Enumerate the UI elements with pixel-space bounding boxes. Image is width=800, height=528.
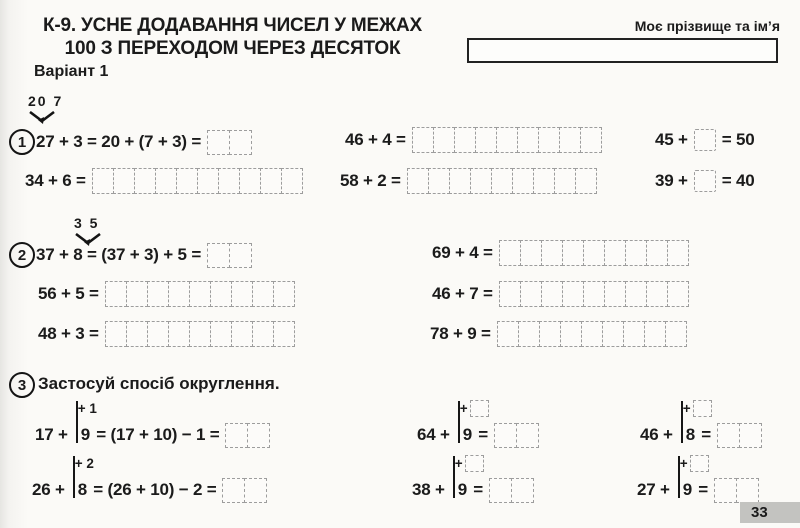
answer-strip — [499, 240, 689, 266]
answer-cell[interactable] — [497, 321, 519, 347]
answer-cell[interactable] — [126, 281, 148, 307]
rounded-addend: + 1 9 — [77, 401, 97, 444]
answer-strip — [407, 168, 597, 194]
rounded-addend: + 9 — [453, 480, 467, 500]
equation-text: = (26 + 10) − 2 = — [93, 480, 217, 499]
decomposition-text: 20 7 — [28, 93, 64, 109]
rounding-annotation — [455, 456, 484, 472]
answer-cell[interactable] — [602, 321, 624, 347]
answer-cell[interactable] — [454, 127, 476, 153]
equation-39-plus-blank — [655, 168, 755, 194]
answer-cell[interactable] — [207, 243, 230, 268]
rounding-amount-box[interactable] — [470, 400, 489, 417]
page-number: 33 — [751, 504, 768, 521]
equation-text: = — [473, 480, 483, 499]
answer-cell[interactable] — [496, 127, 518, 153]
answer-cell[interactable] — [541, 240, 563, 266]
answer-cell[interactable] — [494, 423, 517, 448]
answer-cell[interactable] — [176, 168, 198, 194]
answer-box[interactable] — [694, 129, 716, 151]
equation-text: 37 + 8 = (37 + 3) + 5 = — [36, 245, 202, 264]
equation-69-plus-4 — [432, 240, 689, 266]
answer-cell[interactable] — [147, 281, 169, 307]
answer-cells — [489, 478, 534, 503]
rounded-addend: + 9 — [458, 425, 472, 445]
equation-46-plus-7 — [432, 281, 689, 307]
answer-cell[interactable] — [539, 321, 561, 347]
answer-cell[interactable] — [625, 281, 647, 307]
equation-text: = 40 — [721, 171, 755, 190]
equation-17-plus-9 — [35, 401, 270, 448]
answer-cell[interactable] — [604, 240, 626, 266]
answer-cells — [222, 478, 267, 503]
answer-cell[interactable] — [516, 423, 539, 448]
equation-27-plus-9 — [637, 456, 759, 503]
answer-cell[interactable] — [554, 168, 576, 194]
answer-cell[interactable] — [113, 168, 135, 194]
equation-text: 64 + — [417, 425, 450, 444]
variant-label: Варіант 1 — [34, 63, 109, 80]
equation-64-plus-9 — [417, 401, 539, 448]
answer-cell[interactable] — [580, 127, 602, 153]
answer-cell[interactable] — [541, 281, 563, 307]
worksheet-title-line1: К-9. УСНЕ ДОДАВАННЯ ЧИСЕЛ У МЕЖАХ — [42, 15, 423, 36]
answer-cell[interactable] — [189, 321, 211, 347]
equation-46-plus-8 — [640, 401, 762, 448]
worksheet-title — [30, 14, 435, 60]
answer-cell[interactable] — [134, 168, 156, 194]
answer-cell[interactable] — [273, 281, 295, 307]
answer-cell[interactable] — [560, 321, 582, 347]
answer-cell[interactable] — [218, 168, 240, 194]
answer-cell[interactable] — [207, 130, 230, 155]
answer-cell[interactable] — [518, 321, 540, 347]
equation-text: = — [478, 425, 488, 444]
equation-text: 27 + — [637, 480, 670, 499]
answer-cell[interactable] — [717, 423, 740, 448]
equation-text: = — [698, 480, 708, 499]
answer-cell[interactable] — [105, 281, 127, 307]
answer-cell[interactable] — [499, 281, 521, 307]
answer-cell[interactable] — [260, 168, 282, 194]
equation-text: 46 + — [640, 425, 673, 444]
rounded-addend: + 2 8 — [74, 456, 94, 499]
answer-cell[interactable] — [475, 127, 497, 153]
rounding-annotation-label: + — [682, 401, 691, 416]
answer-strip — [105, 321, 295, 347]
answer-cell[interactable] — [583, 281, 605, 307]
equation-text: 45 + — [655, 130, 688, 149]
answer-cell[interactable] — [512, 168, 534, 194]
answer-strip — [412, 127, 602, 153]
answer-strip — [499, 281, 689, 307]
answer-cell[interactable] — [147, 321, 169, 347]
rounded-addend: + 8 — [681, 425, 695, 445]
answer-cell[interactable] — [646, 281, 668, 307]
equation-text: 48 + 3 = — [38, 324, 99, 343]
equation-text: 78 + 9 = — [430, 324, 491, 343]
answer-cells — [207, 130, 252, 155]
rounding-annotation-label: + — [679, 456, 688, 471]
answer-cell[interactable] — [575, 168, 597, 194]
answer-cell[interactable] — [189, 281, 211, 307]
equation-26-plus-8 — [32, 456, 267, 503]
answer-cell[interactable] — [252, 321, 274, 347]
rounding-annotation — [78, 401, 97, 416]
equation-text: = 50 — [721, 130, 755, 149]
equation-46-plus-4 — [345, 127, 602, 153]
answer-cell[interactable] — [273, 321, 295, 347]
equation-text: 38 + — [412, 480, 445, 499]
answer-cell[interactable] — [433, 127, 455, 153]
answer-cell[interactable] — [281, 168, 303, 194]
answer-cell[interactable] — [667, 281, 689, 307]
equation-78-plus-9 — [430, 321, 687, 347]
answer-cell[interactable] — [714, 478, 737, 503]
name-label: Моє прізвище та ім’я — [634, 18, 780, 34]
rounding-annotation-label: + 2 — [74, 456, 94, 471]
answer-strip — [92, 168, 303, 194]
equation-text: = — [701, 425, 711, 444]
answer-cell[interactable] — [470, 168, 492, 194]
equation-48-plus-3 — [38, 321, 295, 347]
equation-27-plus-3 — [36, 129, 252, 155]
answer-cells — [717, 423, 762, 448]
rounding-amount-box[interactable] — [465, 455, 484, 472]
answer-cell[interactable] — [562, 281, 584, 307]
answer-cell[interactable] — [623, 321, 645, 347]
answer-cell[interactable] — [222, 478, 245, 503]
answer-cells — [207, 243, 252, 268]
rounded-addend: + 9 — [678, 480, 692, 500]
answer-cell[interactable] — [736, 478, 759, 503]
answer-cells — [714, 478, 759, 503]
equation-text: = (17 + 10) − 1 = — [96, 425, 220, 444]
decomposition-annotation-1 — [28, 93, 63, 124]
answer-cell[interactable] — [210, 281, 232, 307]
answer-cell[interactable] — [210, 321, 232, 347]
answer-cells — [225, 423, 270, 448]
equation-34-plus-6 — [25, 168, 303, 194]
equation-text: 46 + 7 = — [432, 284, 493, 303]
rounding-amount-box[interactable] — [693, 400, 712, 417]
equation-37-plus-8 — [36, 242, 252, 268]
name-input-box[interactable] — [467, 38, 778, 63]
rounding-annotation — [460, 401, 489, 417]
answer-cell[interactable] — [520, 240, 542, 266]
answer-cell[interactable] — [517, 127, 539, 153]
answer-cell[interactable] — [168, 281, 190, 307]
equation-text: 17 + — [35, 425, 68, 444]
answer-strip — [105, 281, 295, 307]
rounding-annotation-label: + — [459, 401, 468, 416]
answer-cell[interactable] — [533, 168, 555, 194]
answer-cell[interactable] — [520, 281, 542, 307]
equation-text: 58 + 2 = — [340, 171, 401, 190]
answer-cell[interactable] — [197, 168, 219, 194]
rounding-annotation — [75, 456, 94, 471]
answer-cell[interactable] — [126, 321, 148, 347]
rounding-annotation — [680, 456, 709, 472]
answer-cell[interactable] — [559, 127, 581, 153]
worksheet-title-line2: 100 З ПЕРЕХОДОМ ЧЕРЕЗ ДЕСЯТОК — [64, 38, 401, 59]
answer-cell[interactable] — [604, 281, 626, 307]
answer-cell[interactable] — [489, 478, 512, 503]
equation-45-plus-blank — [655, 127, 755, 153]
answer-cell[interactable] — [491, 168, 513, 194]
answer-cell[interactable] — [562, 240, 584, 266]
section-number-1: 1 — [9, 129, 35, 155]
section-number-2: 2 — [9, 242, 35, 268]
answer-cell[interactable] — [229, 130, 252, 155]
equation-38-plus-9 — [412, 456, 534, 503]
answer-cell[interactable] — [231, 321, 253, 347]
answer-cell[interactable] — [499, 240, 521, 266]
equation-text: 39 + — [655, 171, 688, 190]
answer-cell[interactable] — [225, 423, 248, 448]
answer-cell[interactable] — [239, 168, 261, 194]
answer-cells — [494, 423, 539, 448]
equation-58-plus-2 — [340, 168, 597, 194]
answer-cell[interactable] — [665, 321, 687, 347]
answer-cell[interactable] — [412, 127, 434, 153]
footer-page-bar — [740, 502, 800, 523]
equation-56-plus-5 — [38, 281, 295, 307]
decomposition-text: 3 5 — [74, 215, 100, 231]
answer-box[interactable] — [694, 170, 716, 192]
answer-cell[interactable] — [229, 243, 252, 268]
equation-text: 56 + 5 = — [38, 284, 99, 303]
equation-text: 34 + 6 = — [25, 171, 86, 190]
answer-cell[interactable] — [247, 423, 270, 448]
answer-cell[interactable] — [644, 321, 666, 347]
answer-cell[interactable] — [407, 168, 429, 194]
answer-cell[interactable] — [581, 321, 603, 347]
split-arrow-icon — [28, 111, 56, 124]
equation-text: 46 + 4 = — [345, 130, 406, 149]
section-number-3: 3 — [9, 372, 35, 398]
answer-strip — [497, 321, 687, 347]
section-3-prompt: Застосуй спосіб округлення. — [38, 374, 280, 393]
answer-cell[interactable] — [511, 478, 534, 503]
rounding-annotation-label: + — [454, 456, 463, 471]
rounding-annotation-label: + 1 — [77, 401, 97, 416]
answer-cell[interactable] — [449, 168, 471, 194]
answer-cell[interactable] — [428, 168, 450, 194]
answer-cell[interactable] — [155, 168, 177, 194]
answer-cell[interactable] — [105, 321, 127, 347]
answer-cell[interactable] — [252, 281, 274, 307]
rounding-annotation — [683, 401, 712, 417]
answer-cell[interactable] — [583, 240, 605, 266]
answer-cell[interactable] — [538, 127, 560, 153]
equation-text: 27 + 3 = 20 + (7 + 3) = — [36, 132, 202, 151]
answer-cell[interactable] — [739, 423, 762, 448]
answer-cell[interactable] — [646, 240, 668, 266]
answer-cell[interactable] — [244, 478, 267, 503]
answer-cell[interactable] — [667, 240, 689, 266]
answer-cell[interactable] — [92, 168, 114, 194]
answer-cell[interactable] — [231, 281, 253, 307]
answer-cell[interactable] — [168, 321, 190, 347]
equation-text: 26 + — [32, 480, 65, 499]
equation-text: 69 + 4 = — [432, 243, 493, 262]
answer-cell[interactable] — [625, 240, 647, 266]
rounding-amount-box[interactable] — [690, 455, 709, 472]
